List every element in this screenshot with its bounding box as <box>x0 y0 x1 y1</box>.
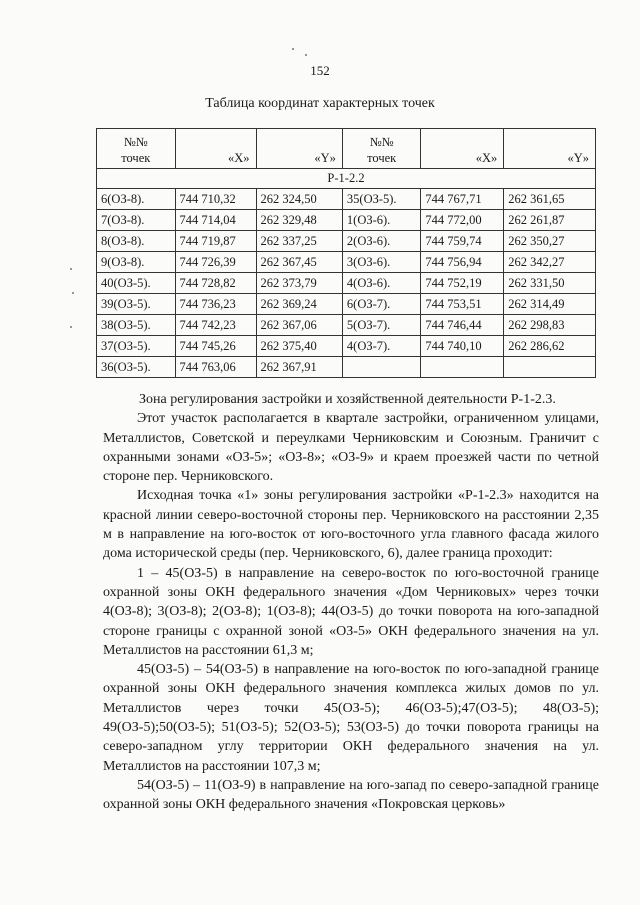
header-y: «Y» <box>256 129 342 169</box>
table-cell: 744 753,51 <box>421 294 504 315</box>
table-cell: 262 367,06 <box>256 315 342 336</box>
table-cell: 9(ОЗ-8). <box>97 252 176 273</box>
table-cell: 744 726,39 <box>175 252 256 273</box>
table-cell: 1(ОЗ-6). <box>342 210 421 231</box>
table-row <box>97 273 596 294</box>
scan-speck <box>72 292 74 294</box>
scan-speck <box>70 268 72 270</box>
table-cell: 744 740,10 <box>421 336 504 357</box>
table-cell: 3(ОЗ-6). <box>342 252 421 273</box>
table-cell: 262 329,48 <box>256 210 342 231</box>
table-cell: 744 710,32 <box>175 189 256 210</box>
paragraph-start-point: Исходная точка «1» зоны регулирования застройки «Р-1-2.3» находится на красной линии северо-восточной стороны пер. Черниковского на расстоянии 2,35 м в направление на юго-восток от юго-восточного угла главного фасада жилого дома исторической среды (пер. Черниковского, 6), далее граница проходит: <box>103 488 599 562</box>
coordinates-table <box>96 128 596 378</box>
scan-speck <box>70 326 72 328</box>
table-cell: 38(ОЗ-5). <box>97 315 176 336</box>
table-cell: 6(ОЗ-8). <box>97 189 176 210</box>
table-cell: 744 742,23 <box>175 315 256 336</box>
table-row <box>97 315 596 336</box>
table-cell: 744 767,71 <box>421 189 504 210</box>
table-cell: 744 752,19 <box>421 273 504 294</box>
table-row <box>97 252 596 273</box>
table-cell: 7(ОЗ-8). <box>97 210 176 231</box>
header-num-symbol-2: №№ <box>369 135 394 149</box>
scan-speck <box>292 48 294 50</box>
table-cell: 262 324,50 <box>256 189 342 210</box>
table-cell: 37(ОЗ-5). <box>97 336 176 357</box>
table-cell <box>504 357 596 378</box>
table-cell: 4(ОЗ-7). <box>342 336 421 357</box>
section-row <box>97 169 596 189</box>
table-cell: 35(ОЗ-5). <box>342 189 421 210</box>
table-cell: 40(ОЗ-5). <box>97 273 176 294</box>
header-num-symbol: №№ <box>123 135 148 149</box>
table-cell: 744 714,04 <box>175 210 256 231</box>
paragraph-segment-2: 45(ОЗ-5) – 54(ОЗ-5) в направление на юго-восток по юго-западной границе охранной зоны ОКН федерального значения комплекса жилых домов по ул. Металлистов через точки 45(ОЗ-5); 46(ОЗ-5);47(ОЗ-5); 48(ОЗ-5); 49(ОЗ-5);50(ОЗ-5); 51(ОЗ-5); 52(ОЗ-5); 53(ОЗ-5) до точки поворота границы на северо-западном углу территории ОКН федерального значения на ул. Металлистов на расстоянии 107,3 м; <box>103 662 599 774</box>
table-cell: 262 369,24 <box>256 294 342 315</box>
zone-title: Зона регулирования застройки и хозяйственной деятельности Р-1-2.3. <box>139 392 556 407</box>
header-points-word-2: точек <box>367 151 397 165</box>
paragraph-segment-3: 54(ОЗ-5) – 11(ОЗ-9) в направление на юго-запад по северо-западной границе охранной зоны ОКН федерального значения «Покровская церковь» <box>103 777 599 813</box>
table-cell: 262 367,91 <box>256 357 342 378</box>
paragraph-segment-1: 1 – 45(ОЗ-5) в направление на северо-восток по юго-восточной границе охранной зоны ОКН федерального значения «Дом Черниковых» через точки 4(ОЗ-8); 3(ОЗ-8); 2(ОЗ-8); 1(ОЗ-8); 44(ОЗ-5) до точки поворота на юго-западной стороне границы с охранной зоной «ОЗ-5» ОКН федерального значения на ул. Металлистов на расстоянии 61,3 м; <box>103 565 599 658</box>
table-cell: 5(ОЗ-7). <box>342 315 421 336</box>
table-cell: 744 763,06 <box>175 357 256 378</box>
table-cell <box>421 357 504 378</box>
header-x-2: «X» <box>421 129 504 169</box>
paragraph-boundaries: Этот участок располагается в квартале застройки, ограниченном улицами, Металлистов, Советской и переулками Черниковским и Союзным. Граничит с охранными зонами «ОЗ-5»; «ОЗ-8»; «ОЗ-9» и краем проезжей части по четной стороне пер. Черниковского. <box>103 411 599 485</box>
table-cell: 262 367,45 <box>256 252 342 273</box>
table-cell: 744 728,82 <box>175 273 256 294</box>
table-cell: 262 361,65 <box>504 189 596 210</box>
table-cell: 4(ОЗ-6). <box>342 273 421 294</box>
table-cell: 744 772,00 <box>421 210 504 231</box>
header-y-2: «Y» <box>504 129 596 169</box>
header-point-number <box>97 129 176 169</box>
table-cell: 744 746,44 <box>421 315 504 336</box>
table-cell <box>342 357 421 378</box>
table-cell: 744 719,87 <box>175 231 256 252</box>
header-x: «X» <box>175 129 256 169</box>
table-cell: 262 331,50 <box>504 273 596 294</box>
table-cell: 6(ОЗ-7). <box>342 294 421 315</box>
table-cell: 744 759,74 <box>421 231 504 252</box>
body-text <box>103 390 599 815</box>
header-point-number-2 <box>342 129 421 169</box>
page-number: 152 <box>310 63 330 78</box>
table-row <box>97 231 596 252</box>
table-cell: 262 375,40 <box>256 336 342 357</box>
table-row <box>97 336 596 357</box>
table-row <box>97 357 596 378</box>
table-title: Таблица координат характерных точек <box>205 96 435 111</box>
table-cell: 262 373,79 <box>256 273 342 294</box>
table-cell: 744 745,26 <box>175 336 256 357</box>
table-row <box>97 294 596 315</box>
table-row <box>97 210 596 231</box>
table-cell: 262 286,62 <box>504 336 596 357</box>
table-row <box>97 189 596 210</box>
table-cell: 262 337,25 <box>256 231 342 252</box>
table-cell: 8(ОЗ-8). <box>97 231 176 252</box>
table-cell: 744 736,23 <box>175 294 256 315</box>
table-cell: 262 314,49 <box>504 294 596 315</box>
table-cell: 262 261,87 <box>504 210 596 231</box>
table-cell: 36(ОЗ-5). <box>97 357 176 378</box>
table-cell: 744 756,94 <box>421 252 504 273</box>
header-points-word: точек <box>121 151 151 165</box>
table-cell: 262 298,83 <box>504 315 596 336</box>
table-cell: 262 350,27 <box>504 231 596 252</box>
table-header-row <box>97 129 596 169</box>
table-cell: 262 342,27 <box>504 252 596 273</box>
scan-speck <box>305 54 307 56</box>
section-label: Р-1-2.2 <box>97 169 596 189</box>
table-cell: 39(ОЗ-5). <box>97 294 176 315</box>
table-cell: 2(ОЗ-6). <box>342 231 421 252</box>
